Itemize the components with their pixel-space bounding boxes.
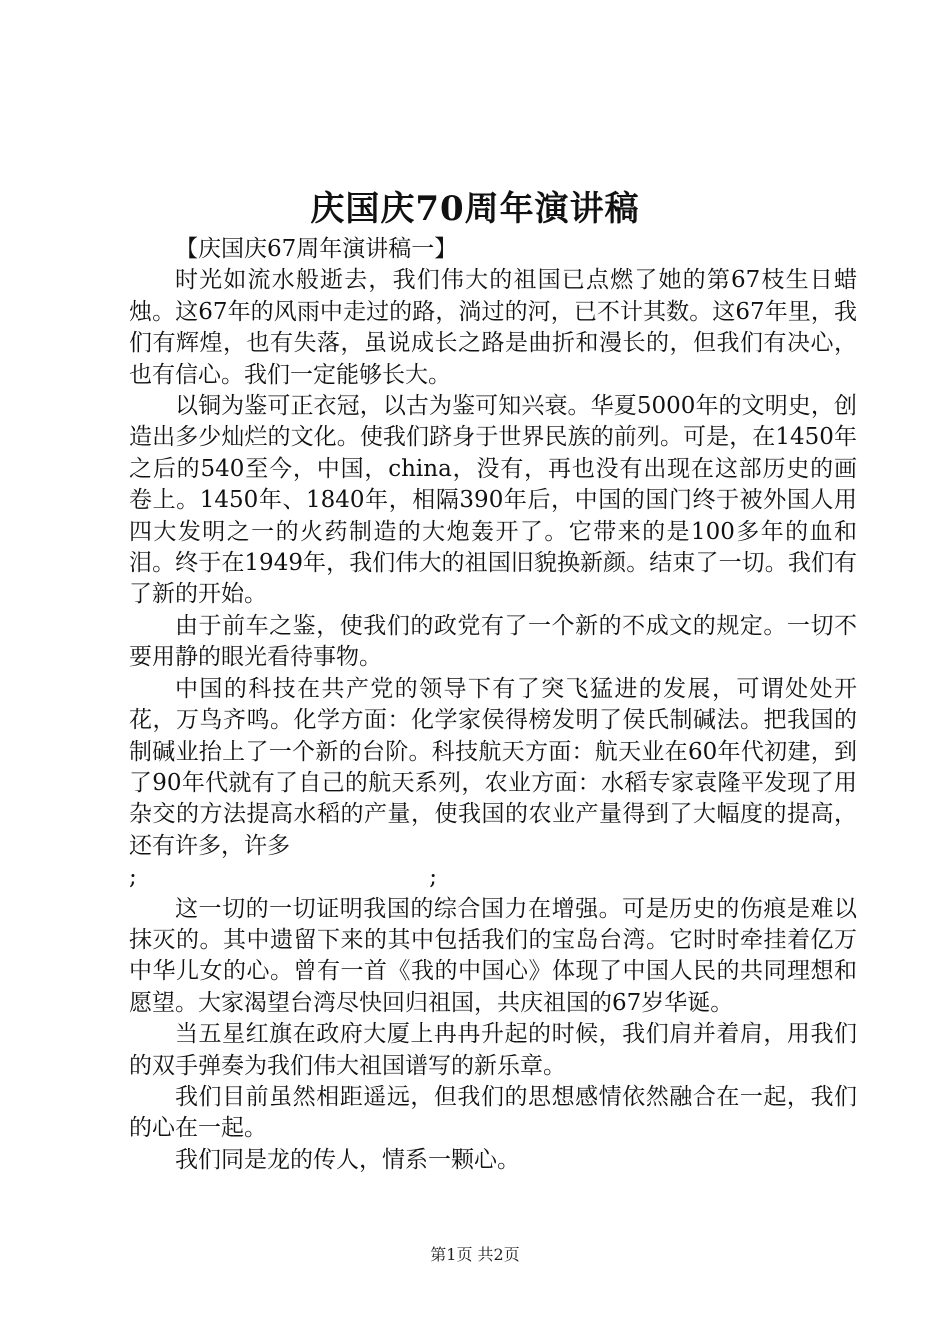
paragraph-3: 由于前车之鉴，使我们的政党有了一个新的不成文的规定。一切不要用静的眼光看待事物。 bbox=[129, 612, 857, 671]
document-body bbox=[129, 234, 857, 1176]
document-subtitle: 【庆国庆67周年演讲稿一】 bbox=[175, 236, 458, 262]
paragraph-5: 这一切的一切证明我国的综合国力在增强。可是历史的伤痕是难以抹灭的。其中遗留下来的其中包括我们的宝岛台湾。它时时牵挂着亿万中华儿女的心。曾有一首《我的中国心》体现了中国人民的共同理想和愿望。大家渴望台湾尽快回归祖国，共庆祖国的67岁华诞。 bbox=[129, 895, 857, 1016]
paragraph-2: 以铜为鉴可正衣冠，以古为鉴可知兴衰。华夏5000年的文明史，创造出多少灿烂的文化。使我们跻身于世界民族的前列。可是，在1450年之后的540至今，中国，china，没有，再也没有出现在这部历史的画卷上。1450年、1840年，相隔390年后，中国的国门终于被外国人用四大发明之一的火药制造的大炮轰开了。它带来的是100多年的血和泪。终于在1949年，我们伟大的祖国旧貌换新颜。结束了一切。我们有了新的开始。 bbox=[129, 393, 857, 608]
paragraph-8: 我们同是龙的传人，情系一颗心。 bbox=[175, 1146, 520, 1173]
paragraph-6: 当五星红旗在政府大厦上冉冉升起的时候，我们肩并着肩，用我们的双手弹奏为我们伟大祖国谱写的新乐章。 bbox=[129, 1021, 857, 1079]
document-title: 庆国庆70周年演讲稿 bbox=[310, 189, 640, 229]
page-footer: 第1页 共2页 bbox=[430, 1245, 520, 1264]
paragraph-7: 我们目前虽然相距遥远，但我们的思想感情依然融合在一起，我们的心在一起。 bbox=[129, 1083, 857, 1142]
separator-line: ; ; bbox=[129, 864, 437, 891]
paragraph-4: 中国的科技在共产党的领导下有了突飞猛进的发展，可谓处处开花，万鸟齐鸣。化学方面：化学家侯得榜发明了侯氏制碱法。把我国的制碱业抬上了一个新的台阶。科技航天方面：航天业在60年代初建，到了90年代就有了自己的航天系列，农业方面：水稻专家袁隆平发现了用杂交的方法提高水稻的产量，使我国的农业产量得到了大幅度的提高，还有许多，许多 bbox=[129, 675, 857, 859]
paragraph-1: 时光如流水般逝去，我们伟大的祖国已点燃了她的第67枝生日蜡烛。这67年的风雨中走过的路，淌过的河，已不计其数。这67年里，我们有辉煌，也有失落，虽说成长之路是曲折和漫长的，但我们有决心，也有信心。我们一定能够长大。 bbox=[129, 267, 857, 388]
